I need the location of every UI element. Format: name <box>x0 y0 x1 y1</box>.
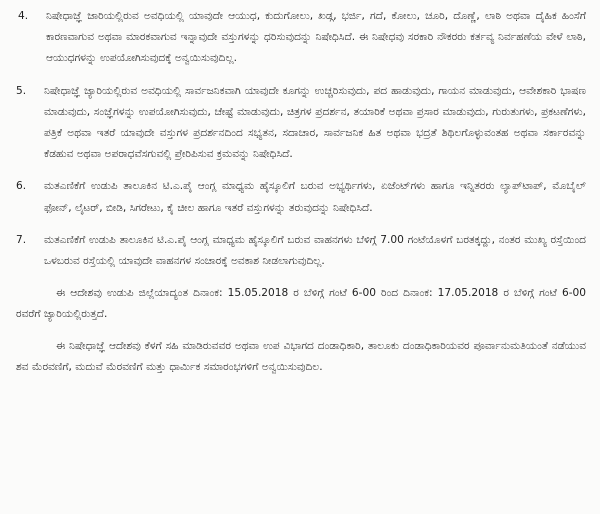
item-text: ಮತಎಣಿಕೆಗೆ ಉಡುಪಿ ತಾಲೂಕಿನ ಟಿ.ಎ.ಪೈ ಆಂಗ್ಲ ಮಾಧ್ಯಮ ಹೈಸ್ಕೂಲಿಗೆ ಬರುವ ಅಭ್ಯರ್ಥಿಗಳು, ಏಜೆಂಟ್‌ಗಳು ಹಾಗೂ ಇನ್ನಿತರರು ಲ್ಯಾಪ್‌ಟಾಪ್, ಮೊಬೈಲ್ ಫೋನ್, ಲೈಟರ್, ಬೀಡಿ, ಸಿಗರೇಟು, ಕೈ ಚೀಲ ಹಾಗೂ ಇತರೆ ವಸ್ತುಗಳನ್ನು ತರುವುದನ್ನು ನಿಷೇಧಿಸಿದೆ. <box>44 180 586 214</box>
item-text: ನಿಷೇಧಾಜ್ಞೆ ಜ್ಯಾರಿಯಲ್ಲಿರುವ ಅವಧಿಯಲ್ಲಿ ಸಾರ್ವಜನಿಕವಾಗಿ ಯಾವುದೇ ಕೂಗನ್ನು ಉಚ್ಚರಿಸುವುದು, ಪದ ಹಾಡುವುದು, ಗಾಯನ ಮಾಡುವುದು, ಆವೇಶಕಾರಿ ಭಾಷಣ ಮಾಡುವುದು, ಸಂಜ್ಞೆಗಳನ್ನು ಉಪಯೋಗಿಸುವುದು, ಚೇಷ್ಟೆ ಮಾಡುವುದು, ಚಿತ್ರಗಳ ಪ್ರದರ್ಶನ, ತಯಾರಿಕೆ ಅಥವಾ ಪ್ರಸಾರ ಮಾಡುವುದು, ಗುರುತುಗಳು, ಪ್ರಕಟಣೆಗಳು, ಪತ್ರಿಕೆ ಅಥವಾ ಇತರೆ ಯಾವುದೇ ವಸ್ತುಗಳ ಪ್ರದರ್ಶನದಿಂದ ಸಭ್ಯತನ, ಸದಾಚಾರ, ಸಾರ್ವಜನಿಕ ಹಿತ ಅಥವಾ ಭದ್ರತೆ ಶಿಥಿಲಗೊಳ್ಳುವಂತಹ ಅಥವಾ ಸರ್ಕಾರವನ್ನು ಕೆಡಹುವ ಅಥವಾ ಅಪರಾಧವೆಸಗುವಲ್ಲಿ ಪ್ರೇರಿಪಿಸುವ ಕ್ರಮವನ್ನು ನಿಷೇಧಿಸಿದೆ. <box>44 84 586 161</box>
item-number: 7. <box>16 233 27 246</box>
item-text: ಮತಎಣಿಕೆಗೆ ಉಡುಪಿ ತಾಲೂಕಿನ ಟಿ.ಎ.ಪೈ ಆಂಗ್ಲ ಮಾಧ್ಯಮ ಹೈಸ್ಕೂಲಿಗೆ ಬರುವ ವಾಹನಗಳು ಬೆಳಿಗ್ಗೆ 7.00 ಗಂಟೆಯೊಳಗೆ ಬರತಕ್ಕದ್ದು, ನಂತರ ಮುಖ್ಯ ರಸ್ತೆಯಿಂದ ಒಳಬರುವ ರಸ್ತೆಯಲ್ಲಿ ಯಾವುದೇ ವಾಹನಗಳ ಸಂಚಾರಕ್ಕೆ ಅವಕಾಶ ನೀಡಲಾಗುವುದಿಲ್ಲ. <box>44 233 586 268</box>
item-number: 5. <box>16 84 27 97</box>
item-number: 4. <box>18 10 29 22</box>
list-item-4 <box>16 6 586 70</box>
list-item-7 <box>16 230 586 272</box>
validity-paragraph: ಈ ಆದೇಶವು ಉಡುಪಿ ಜಿಲ್ಲೆಯಾದ್ಯಂತ ದಿನಾಂಕ: 15.05.2018 ರ ಬೆಳಿಗ್ಗೆ ಗಂಟೆ 6-00 ರಿಂದ ದಿನಾಂಕ: 17.05.2018 ರ ಬೆಳಿಗ್ಗೆ ಗಂಟೆ 6-00 ರವರೆಗೆ ಜ್ಯಾರಿಯಲ್ಲಿರುತ್ತದೆ. <box>16 287 586 321</box>
list-item-5 <box>16 81 586 166</box>
item-number: 6. <box>16 180 27 193</box>
exemption-paragraph: ಈ ನಿಷೇಧಾಜ್ಞೆ ಆದೇಶವು ಕೆಳಗೆ ಸಹಿ ಮಾಡಿರುವವರ ಅಥವಾ ಉಪ ವಿಭಾಗದ ದಂಡಾಧಿಕಾರಿ, ತಾಲೂಕು ದಂಡಾಧಿಕಾರಿಯವರ ಪೂರ್ವಾನುಮತಿಯಂತೆ ನಡೆಯುವ ಶವ ಮೆರವಣಿಗೆ, ಮದುವೆ ಮೆರವಣಿಗೆ ಮತ್ತು ಧಾರ್ಮಿಕ ಸಮಾರಂಭಗಳಿಗೆ ಅನ್ವಯಿಸುವುದಿಲ. <box>16 339 586 373</box>
list-item-6 <box>16 176 586 218</box>
item-text: ನಿಷೇಧಾಜ್ಞೆ ಜಾರಿಯಲ್ಲಿರುವ ಅವಧಿಯಲ್ಲಿ ಯಾವುದೇ ಆಯುಧ, ಕುದುಗೋಲು, ಖಡ್ಗ, ಭರ್ಜಿ, ಗದೆ, ಕೋಲು, ಚೂರಿ, ದೊಣ್ಣೆ, ಲಾಠಿ ಅಥವಾ ದೈಹಿಕ ಹಿಂಸೆಗೆ ಕಾರಣವಾಗುವ ಅಥವಾ ಮಾರಕವಾಗುವ ಇನ್ನಾವುದೇ ವಸ್ತುಗಳನ್ನು ಧರಿಸುವುದನ್ನು ನಿಷೇಧಿಸಿದೆ. ಈ ನಿಷೇಧವು ಸರಕಾರಿ ನೌಕರರು ಕರ್ತವ್ಯ ನಿರ್ವಹಣೆಯ ವೇಳೆ ಲಾಠಿ, ಆಯುಧಗಳನ್ನು ಉಪಯೋಗಿಸುವುದಕ್ಕೆ ಅನ್ವಯಿಸುವುದಿಲ್ಲ. <box>46 10 586 65</box>
